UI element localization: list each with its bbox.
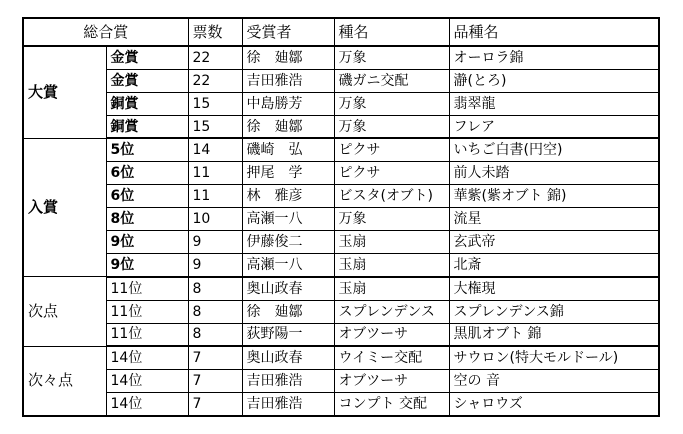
award-rank: 銅賞 [106, 115, 188, 138]
species-name: オブツーサ [334, 323, 449, 346]
variety-name: 華紫(紫オブト 錦) [449, 185, 659, 208]
vote-count: 7 [188, 346, 242, 369]
winner-name: 吉田雅浩 [242, 369, 334, 392]
vote-count: 22 [188, 69, 242, 92]
award-rank: 銅賞 [106, 92, 188, 115]
species-name: 玉扇 [334, 254, 449, 277]
award-rank: 8位 [106, 208, 188, 231]
table-row [23, 254, 659, 277]
vote-count: 11 [188, 185, 242, 208]
variety-name: 大権現 [449, 277, 659, 300]
species-name: コンプト 交配 [334, 392, 449, 415]
award-rank: 9位 [106, 231, 188, 254]
species-name: 万象 [334, 115, 449, 138]
variety-name: オーロラ錦 [449, 46, 659, 69]
vote-count: 10 [188, 208, 242, 231]
award-rank: 14位 [106, 392, 188, 415]
table-row [23, 69, 659, 92]
vote-count: 9 [188, 254, 242, 277]
header-overall-award: 総合賞 [23, 18, 188, 46]
award-rank: 11位 [106, 323, 188, 346]
species-name: ウイミー交配 [334, 346, 449, 369]
vote-count: 15 [188, 92, 242, 115]
award-rank: 5位 [106, 138, 188, 161]
winner-name: 吉田雅浩 [242, 392, 334, 415]
award-category: 次々点 [23, 346, 106, 415]
table-row [23, 300, 659, 323]
vote-count: 8 [188, 323, 242, 346]
header-winner: 受賞者 [242, 18, 334, 46]
vote-count: 9 [188, 231, 242, 254]
table-row [23, 185, 659, 208]
header-votes: 票数 [188, 18, 242, 46]
winner-name: 押尾 学 [242, 161, 334, 184]
header-variety: 品種名 [449, 18, 659, 46]
species-name: オブツーサ [334, 369, 449, 392]
award-category: 大賞 [23, 46, 106, 138]
award-rank: 11位 [106, 300, 188, 323]
award-rank: 11位 [106, 277, 188, 300]
award-category: 入賞 [23, 138, 106, 277]
species-name: ピクサ [334, 138, 449, 161]
variety-name: 黒肌オブト 錦 [449, 323, 659, 346]
table-row [23, 46, 659, 69]
table-row [23, 115, 659, 138]
table-row [23, 231, 659, 254]
variety-name: いちご白書(円空) [449, 138, 659, 161]
variety-name: 瀞(とろ) [449, 69, 659, 92]
species-name: 玉扇 [334, 231, 449, 254]
winner-name: 中島勝芳 [242, 92, 334, 115]
header-species: 種名 [334, 18, 449, 46]
variety-name: フレア [449, 115, 659, 138]
table-row [23, 92, 659, 115]
vote-count: 11 [188, 161, 242, 184]
variety-name: 北斎 [449, 254, 659, 277]
winner-name: 林 雅彦 [242, 185, 334, 208]
vote-count: 7 [188, 392, 242, 415]
variety-name: スプレンデンス錦 [449, 300, 659, 323]
table-row [23, 277, 659, 300]
award-rank: 金賞 [106, 46, 188, 69]
winner-name: 高瀬一八 [242, 254, 334, 277]
award-category: 次点 [23, 277, 106, 346]
variety-name: 玄武帝 [449, 231, 659, 254]
table-row [23, 346, 659, 369]
table-row [23, 369, 659, 392]
table-row [23, 138, 659, 161]
species-name: 玉扇 [334, 277, 449, 300]
awards-table [22, 17, 660, 417]
vote-count: 7 [188, 369, 242, 392]
species-name: ビスタ(オブト) [334, 185, 449, 208]
vote-count: 8 [188, 300, 242, 323]
species-name: 万象 [334, 208, 449, 231]
vote-count: 22 [188, 46, 242, 69]
winner-name: 吉田雅浩 [242, 69, 334, 92]
winner-name: 高瀬一八 [242, 208, 334, 231]
award-rank: 9位 [106, 254, 188, 277]
winner-name: 磯崎 弘 [242, 138, 334, 161]
vote-count: 14 [188, 138, 242, 161]
award-rank: 金賞 [106, 69, 188, 92]
table-row [23, 208, 659, 231]
vote-count: 8 [188, 277, 242, 300]
award-rank: 14位 [106, 369, 188, 392]
variety-name: シャロウズ [449, 392, 659, 415]
variety-name: 空の 音 [449, 369, 659, 392]
winner-name: 徐 廸鄒 [242, 46, 334, 69]
variety-name: サウロン(特大モルドール) [449, 346, 659, 369]
awards-body [23, 46, 659, 416]
species-name: ピクサ [334, 161, 449, 184]
species-name: 万象 [334, 46, 449, 69]
winner-name: 徐 廸鄒 [242, 300, 334, 323]
species-name: 万象 [334, 92, 449, 115]
variety-name: 翡翠龍 [449, 92, 659, 115]
award-rank: 14位 [106, 346, 188, 369]
winner-name: 伊藤俊二 [242, 231, 334, 254]
vote-count: 15 [188, 115, 242, 138]
winner-name: 徐 廸鄒 [242, 115, 334, 138]
species-name: スプレンデンス [334, 300, 449, 323]
table-row [23, 323, 659, 346]
winner-name: 奥山政春 [242, 346, 334, 369]
winner-name: 荻野陽一 [242, 323, 334, 346]
species-name: 磯ガニ交配 [334, 69, 449, 92]
winner-name: 奥山政春 [242, 277, 334, 300]
table-row [23, 161, 659, 184]
award-rank: 6位 [106, 161, 188, 184]
award-rank: 6位 [106, 185, 188, 208]
variety-name: 流星 [449, 208, 659, 231]
header-row [23, 18, 659, 46]
table-row [23, 392, 659, 415]
variety-name: 前人未踏 [449, 161, 659, 184]
